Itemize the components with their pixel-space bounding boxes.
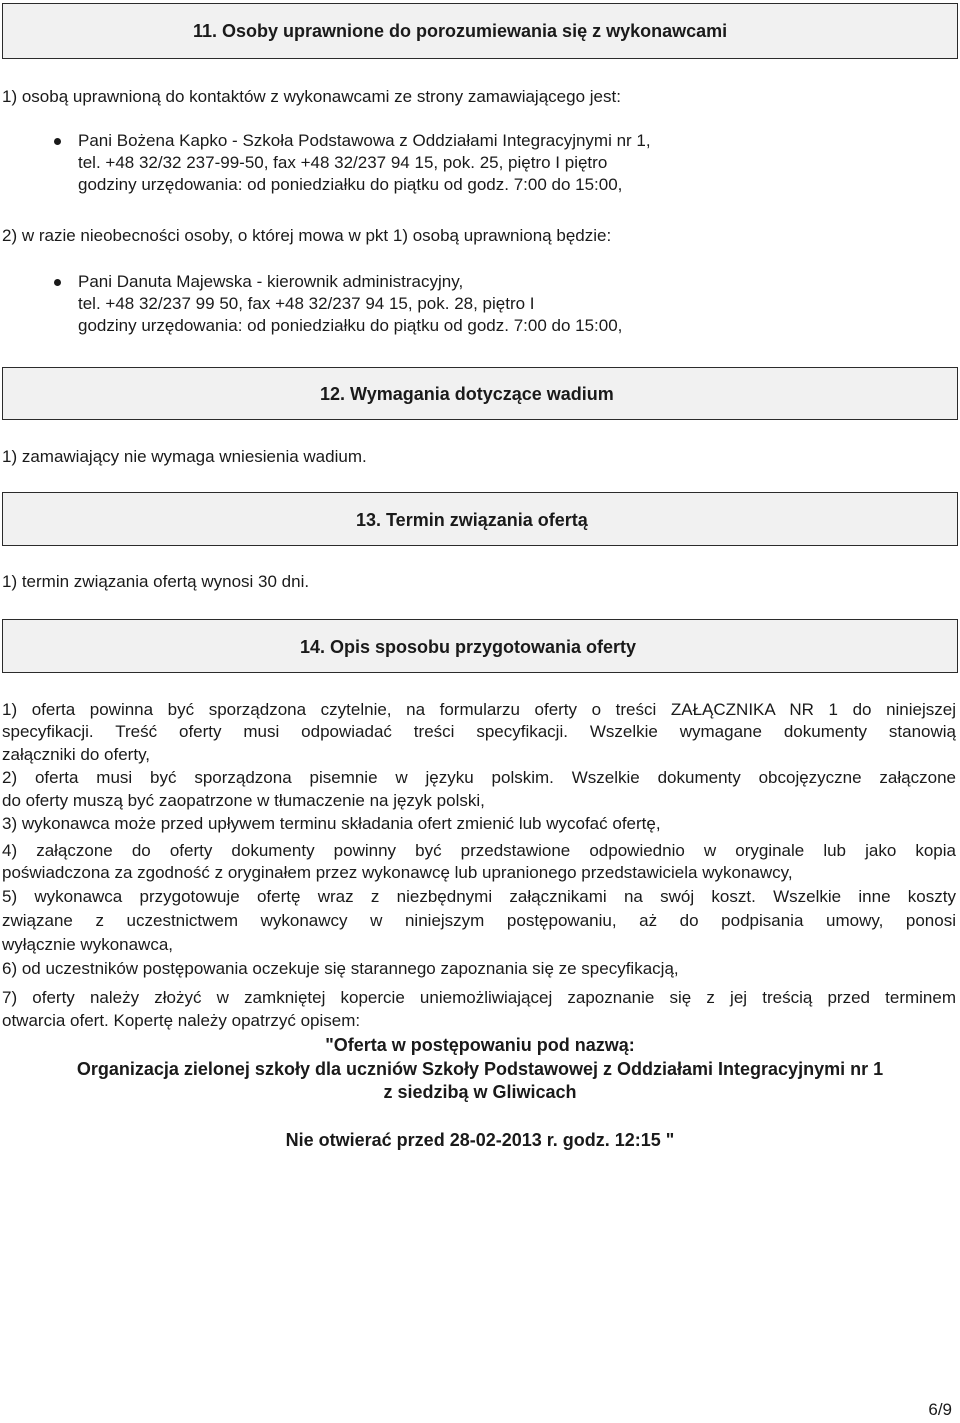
section-heading: 13. Termin związania ofertą	[356, 510, 588, 530]
page-number: 6/9	[928, 1400, 952, 1419]
text-line: związane z uczestnictwem wykonawcy w niniejszym postępowaniu, aż do podpisania umowy, ponosi	[2, 911, 956, 930]
bullet-icon	[54, 279, 61, 286]
list-line: Pani Bożena Kapko - Szkoła Podstawowa z Oddziałami Integracyjnymi nr 1,	[78, 131, 651, 150]
list-line: godziny urzędowania: od poniedziałku do piątku od godz. 7:00 do 15:00,	[78, 316, 623, 335]
section-heading: 11. Osoby uprawnione do porozumiewania się z wykonawcami	[193, 21, 728, 41]
text-line: 4) załączone do oferty dokumenty powinny być przedstawione odpowiednio w oryginale lub jako kopia	[2, 841, 956, 860]
contact-list	[54, 130, 651, 196]
envelope-label-line: Organizacja zielonej szkoły dla uczniów Szkoły Podstawowej z Oddziałami Integracyjnymi nr 1	[76, 1059, 884, 1079]
section-heading: 12. Wymagania dotyczące wadium	[320, 384, 614, 404]
text-line: 7) oferty należy złożyć w zamkniętej kopercie uniemożliwiającej zapoznanie się z jej treścią przed terminem	[2, 988, 956, 1007]
list-line: tel. +48 32/32 237-99-50, fax +48 32/237 94 15, pok. 25, piętro I piętro	[78, 153, 608, 172]
paragraph: 2) w razie nieobecności osoby, o której mowa w pkt 1) osobą uprawnioną będzie:	[2, 226, 612, 245]
text-line: 2) oferta musi być sporządzona pisemnie w języku polskim. Wszelkie dokumenty obcojęzyczne załączone	[2, 768, 956, 787]
bullet-icon	[54, 138, 61, 145]
list-item	[54, 130, 651, 196]
section-heading-box	[2, 619, 958, 673]
envelope-label-line: "Oferta w postępowaniu pod nazwą:	[325, 1035, 635, 1055]
paragraph: 1) osobą uprawnioną do kontaktów z wykonawcami ze strony zamawiającego jest:	[2, 87, 621, 106]
list-line: tel. +48 32/237 99 50, fax +48 32/237 94 15, pok. 28, piętro I	[78, 294, 535, 313]
text-line: wyłącznie wykonawca,	[2, 935, 174, 954]
section-heading-box	[2, 367, 958, 420]
contact-list	[54, 271, 622, 337]
paragraph: 1) termin związania ofertą wynosi 30 dni.	[2, 572, 310, 591]
list-line: godziny urzędowania: od poniedziałku do piątku od godz. 7:00 do 15:00,	[78, 175, 623, 194]
text-line: do oferty muszą być zaopatrzone w tłumaczenie na język polski,	[2, 791, 485, 810]
list-item	[54, 271, 622, 337]
text-line: załączniki do oferty,	[2, 745, 151, 764]
section-heading-box	[2, 3, 958, 59]
list-line: Pani Danuta Majewska - kierownik administracyjny,	[78, 272, 464, 291]
paragraph: 1) zamawiający nie wymaga wniesienia wadium.	[2, 447, 367, 466]
text-line: otwarcia ofert. Kopertę należy opatrzyć opisem:	[2, 1011, 361, 1030]
text-line: 3) wykonawca może przed upływem terminu składania ofert zmienić lub wycofać ofertę,	[2, 814, 661, 833]
section-heading-box	[2, 492, 958, 546]
section-heading: 14. Opis sposobu przygotowania oferty	[300, 637, 637, 657]
do-not-open-notice: Nie otwierać przed 28-02-2013 r. godz. 12:15 "	[285, 1130, 675, 1150]
text-line: 6) od uczestników postępowania oczekuje się starannego zapoznania się ze specyfikacją,	[2, 959, 679, 978]
text-line: 1) oferta powinna być sporządzona czytelnie, na formularzu oferty o treści ZAŁĄCZNIKA NR 1 do niniejszej	[2, 700, 956, 719]
text-line: 5) wykonawca przygotowuje ofertę wraz z niezbędnymi załącznikami na swój koszt. Wszelkie inne koszty	[2, 887, 956, 906]
text-line: specyfikacji. Treść oferty musi odpowiadać treści specyfikacji. Wszelkie wymagane dokumenty stanowią	[2, 722, 956, 741]
envelope-label-line: z siedzibą w Gliwicach	[383, 1082, 577, 1102]
text-line: poświadczona za zgodność z oryginałem przez wykonawcę lub upranionego przedstawiciela wykonawcy,	[2, 863, 793, 882]
